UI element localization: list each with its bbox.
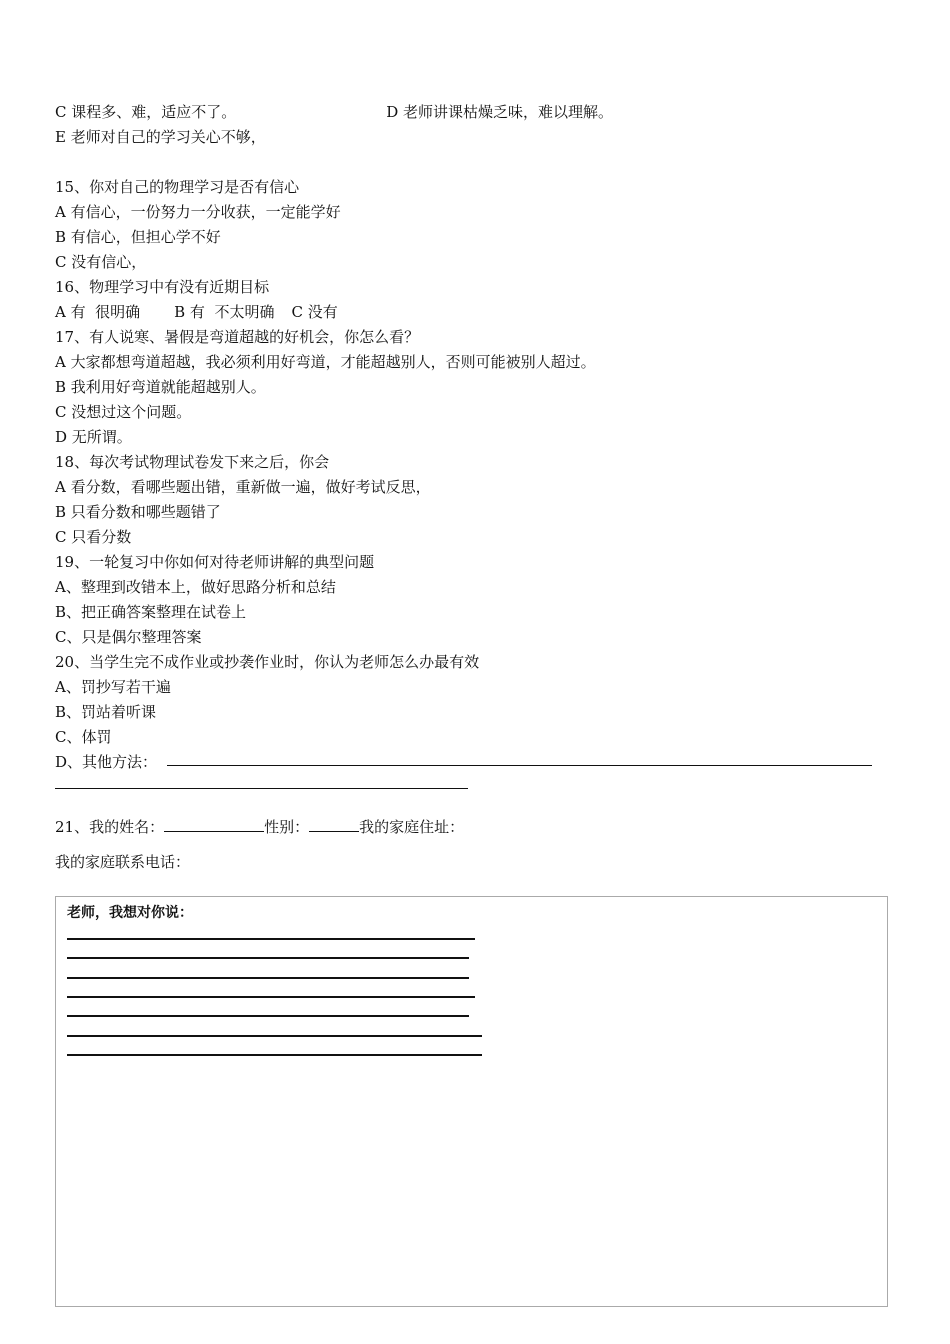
q21-row (55, 815, 890, 840)
q20-question: 20、当学生完不成作业或抄袭作业时，你认为老师怎么办最有效 (55, 653, 480, 671)
q14-options-cd (55, 100, 890, 125)
message-box-title: 老师，我想对你说： (67, 905, 193, 921)
q18-question: 18、每次考试物理试卷发下来之后，你会 (55, 453, 330, 471)
q15-option-a: A 有信心，一份努力一分收获，一定能学好 (55, 203, 341, 221)
q20-other-method-line-1[interactable] (167, 765, 872, 766)
q20-other-method-row-2 (55, 775, 890, 800)
q21-gender-label: 性别： (264, 818, 310, 836)
q17-option-a: A 大家都想弯道超越，我必须利用好弯道，才能超越别人，否则可能被别人超过。 (55, 353, 596, 371)
q20-option-a: A、罚抄写若干遍 (55, 678, 171, 696)
q14-option-d: D 老师讲课枯燥乏味，难以理解。 (386, 103, 614, 121)
q17-option-d: D 无所谓。 (55, 428, 132, 446)
q15-option-b: B 有信心，但担心学不好 (55, 228, 221, 246)
message-line[interactable] (67, 957, 469, 959)
q21-phone-label: 我的家庭联系电话： (55, 853, 191, 871)
name-field[interactable] (164, 815, 264, 832)
questionnaire-content (55, 100, 890, 875)
q20-option-d-row (55, 750, 890, 775)
q15-option-c: C 没有信心， (55, 253, 147, 271)
message-line[interactable] (67, 977, 469, 979)
q21-name-label: 21、我的姓名： (55, 818, 165, 836)
q17-option-b: B 我利用好弯道就能超越别人。 (55, 378, 266, 396)
q19-option-c: C、只是偶尔整理答案 (55, 628, 202, 646)
message-line[interactable] (67, 1015, 469, 1017)
q15-question: 15、你对自己的物理学习是否有信心 (55, 178, 300, 196)
q20-other-method-line-2[interactable] (55, 788, 468, 789)
gender-field[interactable] (309, 815, 359, 832)
q19-option-a: A、整理到改错本上，做好思路分析和总结 (55, 578, 336, 596)
q20-option-b: B、罚站着听课 (55, 703, 157, 721)
q16-option-c: C 没有 (291, 303, 338, 321)
q17-option-c: C 没想过这个问题。 (55, 403, 192, 421)
q21-address-label: 我的家庭住址： (359, 818, 465, 836)
q16-question: 16、物理学习中有没有近期目标 (55, 278, 270, 296)
message-line[interactable] (67, 1035, 482, 1037)
message-box[interactable] (55, 896, 888, 1307)
q19-question: 19、一轮复习中你如何对待老师讲解的典型问题 (55, 553, 375, 571)
q14-option-c: C 课程多、难，适应不了。 (55, 103, 237, 121)
q16-options (55, 300, 890, 325)
message-line[interactable] (67, 1054, 482, 1056)
q19-option-b: B、把正确答案整理在试卷上 (55, 603, 247, 621)
message-line[interactable] (67, 938, 475, 940)
q20-option-c: C、体罚 (55, 728, 112, 746)
q14-option-e: E 老师对自己的学习关心不够， (55, 128, 266, 146)
q18-option-a: A 看分数，看哪些题出错，重新做一遍，做好考试反思， (55, 478, 431, 496)
q20-option-d: D、其他方法： (55, 753, 158, 771)
q17-question: 17、有人说寒、暑假是弯道超越的好机会，你怎么看？ (55, 328, 420, 346)
q16-option-a: A 有 很明确 (55, 303, 141, 321)
message-line[interactable] (67, 996, 475, 998)
q18-option-b: B 只看分数和哪些题错了 (55, 503, 221, 521)
q16-option-b: B 有 不太明确 (174, 303, 275, 321)
q18-option-c: C 只看分数 (55, 528, 132, 546)
